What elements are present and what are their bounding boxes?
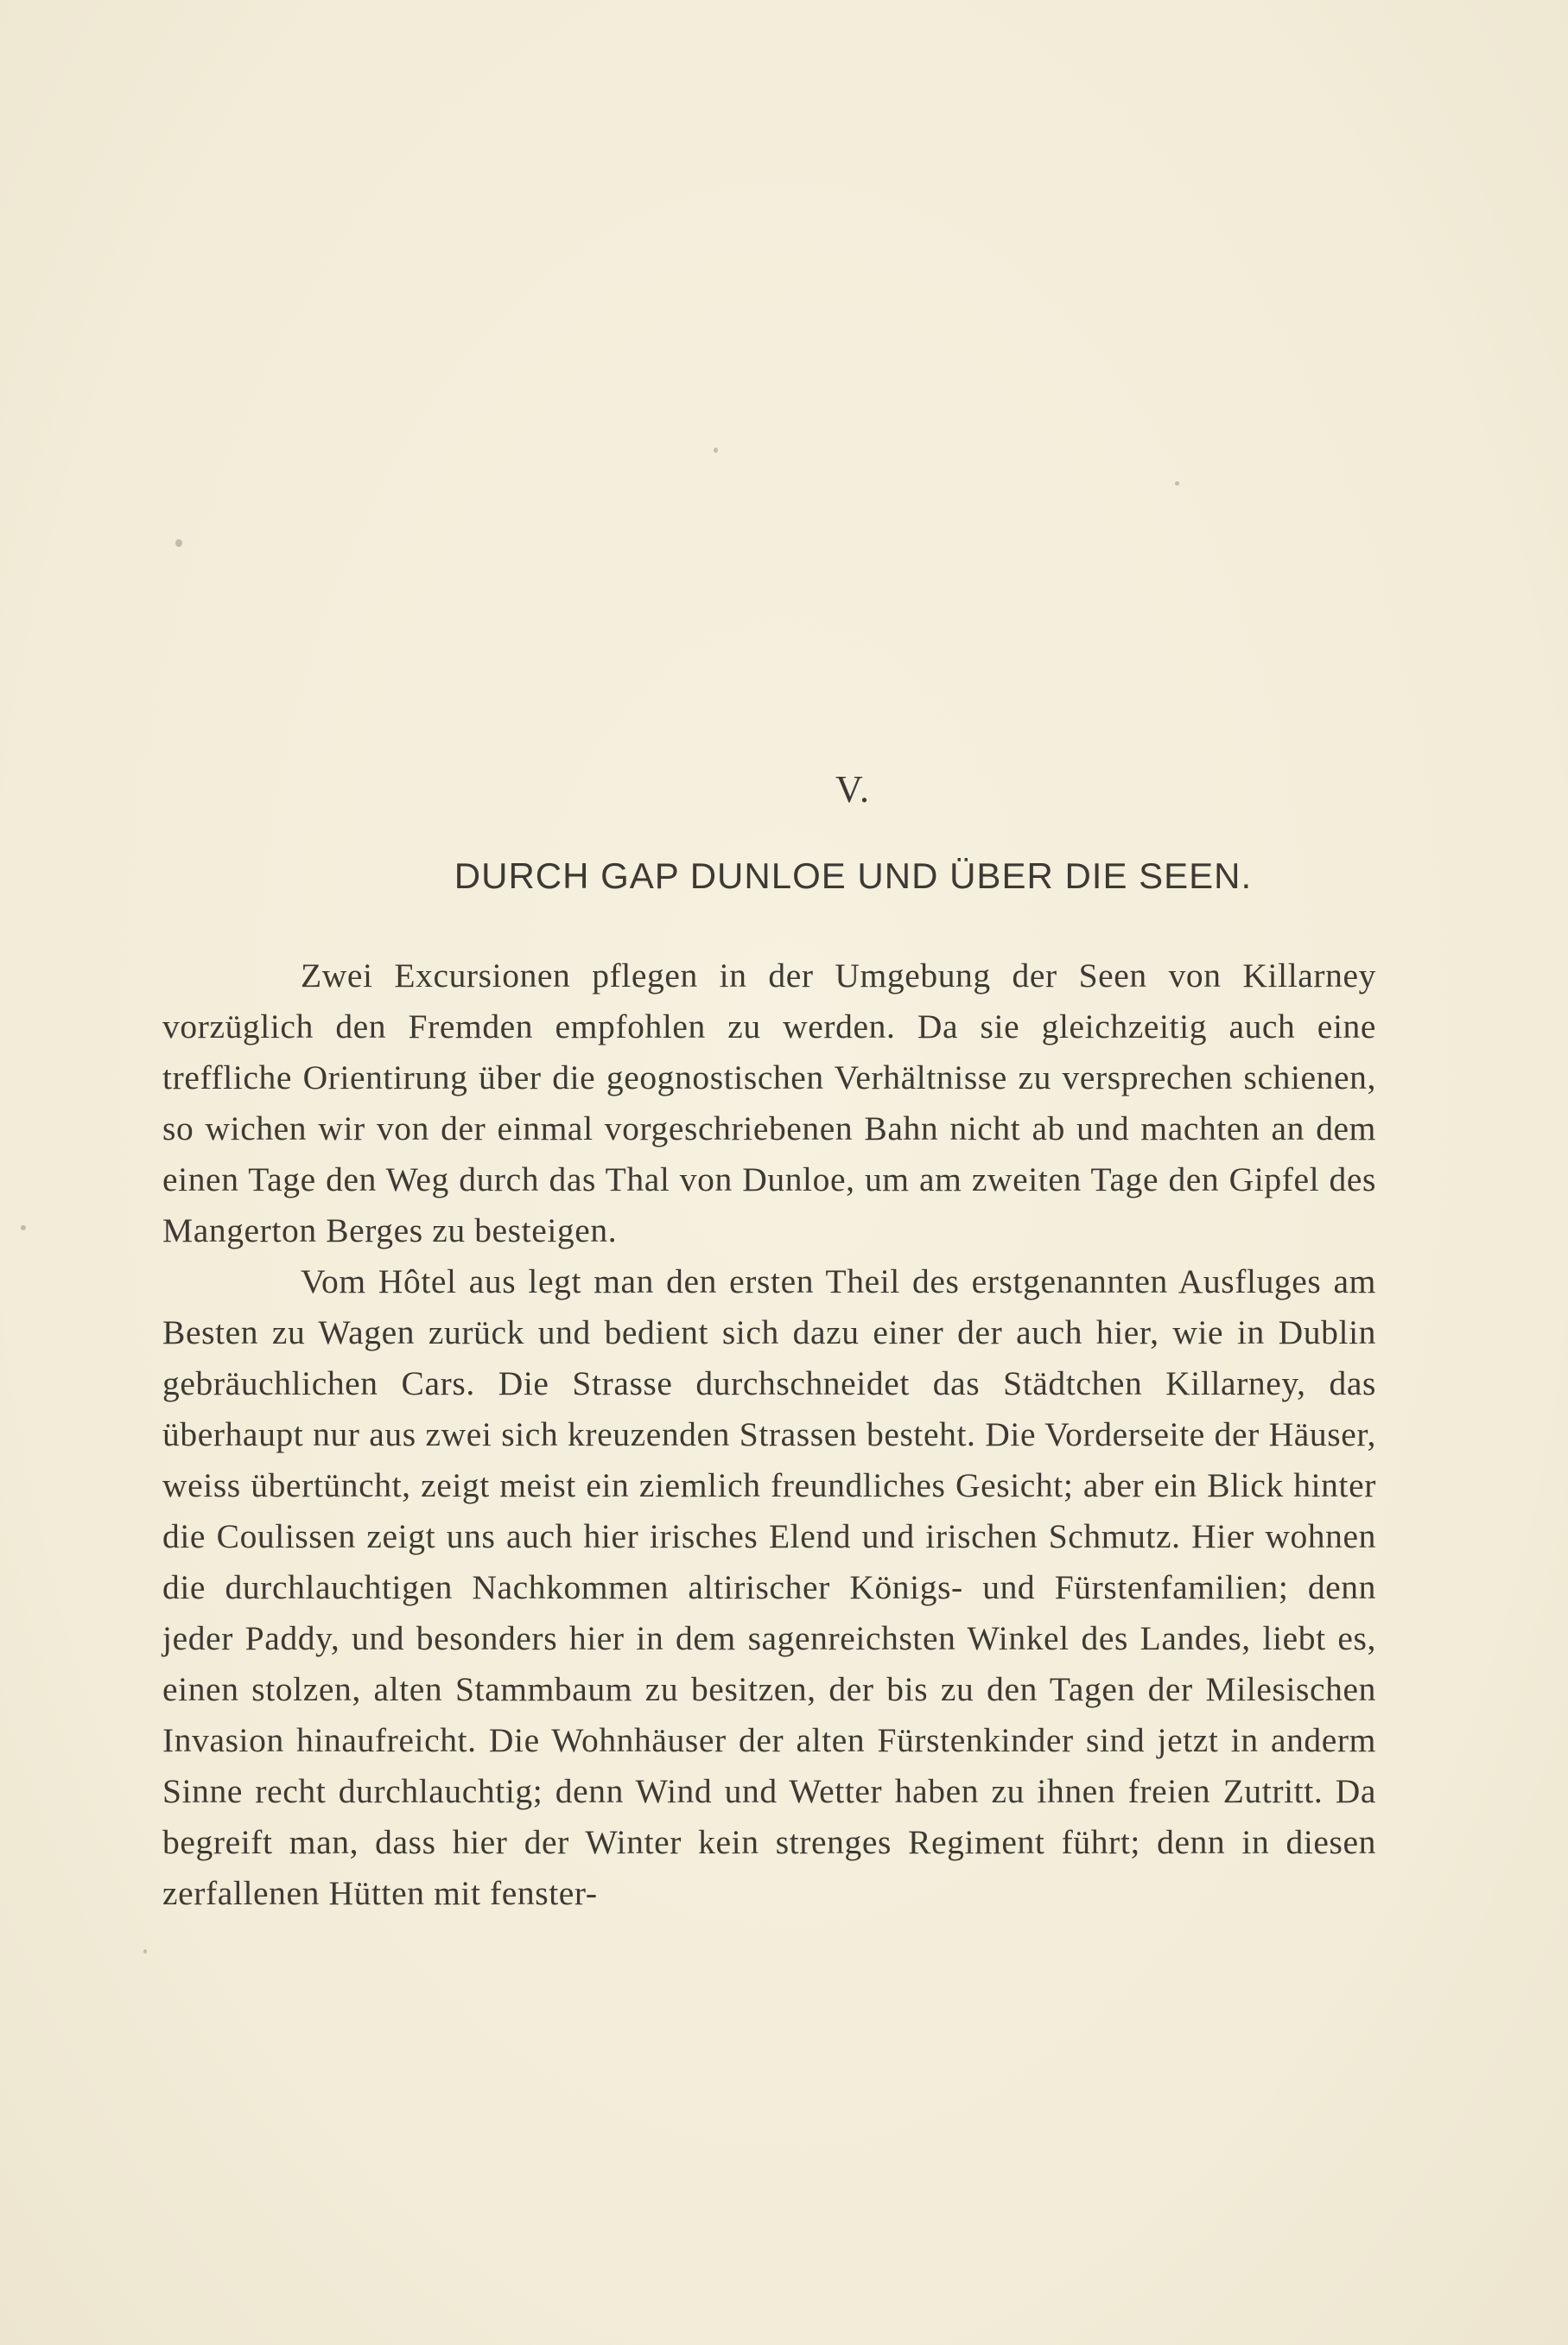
paper-speck [714,448,718,453]
paper-speck [175,539,182,547]
chapter-number: V. [835,768,872,810]
body-text [162,950,1376,1919]
chapter-title: DURCH GAP DUNLOE UND ÜBER DIE SEEN. [454,855,1253,896]
paragraph-1: Zwei Excursionen pflegen in der Umgebung der Seen von Killarney vorzüglich den Fremden empfohlen zu werden. Da sie gleichzeitig auch eine treffliche Orientirung über die geognostischen Verhältnisse zu versprechen schienen, so wichen wir von der einmal vorgeschriebenen Bahn nicht ab und machten an dem einen Tage den Weg durch das Thal von Dunloe, um am zweiten Tage den Gipfel des Mangerton Berges zu besteigen. [162,956,1376,1249]
paper-speck [143,1949,147,1954]
paragraph-2: Vom Hôtel aus legt man den ersten Theil des erstgenannten Ausfluges am Besten zu Wagen zurück und bedient sich dazu einer der auch hier, wie in Dublin gebräuchlichen Cars. Die Strasse durchschneidet das Städtchen Killarney, das überhaupt nur aus zwei sich kreuzenden Strassen besteht. Die Vorderseite der Häuser, weiss übertüncht, zeigt meist ein ziemlich freundliches Gesicht; aber ein Blick hinter die Coulissen zeigt uns auch hier irisches Elend und irischen Schmutz. Hier wohnen die durchlauchtigen Nachkommen altirischer Königs- und Fürstenfamilien; denn jeder Paddy, und besonders hier in dem sagenreichsten Winkel des Landes, liebt es, einen stolzen, alten Stammbaum zu besitzen, der bis zu den Tagen der Milesischen Invasion hinaufreicht. Die Wohnhäuser der alten Fürstenkinder sind jetzt in anderm Sinne recht durchlauchtig; denn Wind und Wetter haben zu ihnen freien Zutritt. Da begreift man, dass hier der Winter kein strenges Regiment führt; denn in diesen zerfallenen Hütten mit fenster- [162,1262,1376,1912]
paper-speck [1175,481,1179,486]
paper-speck [21,1225,26,1230]
